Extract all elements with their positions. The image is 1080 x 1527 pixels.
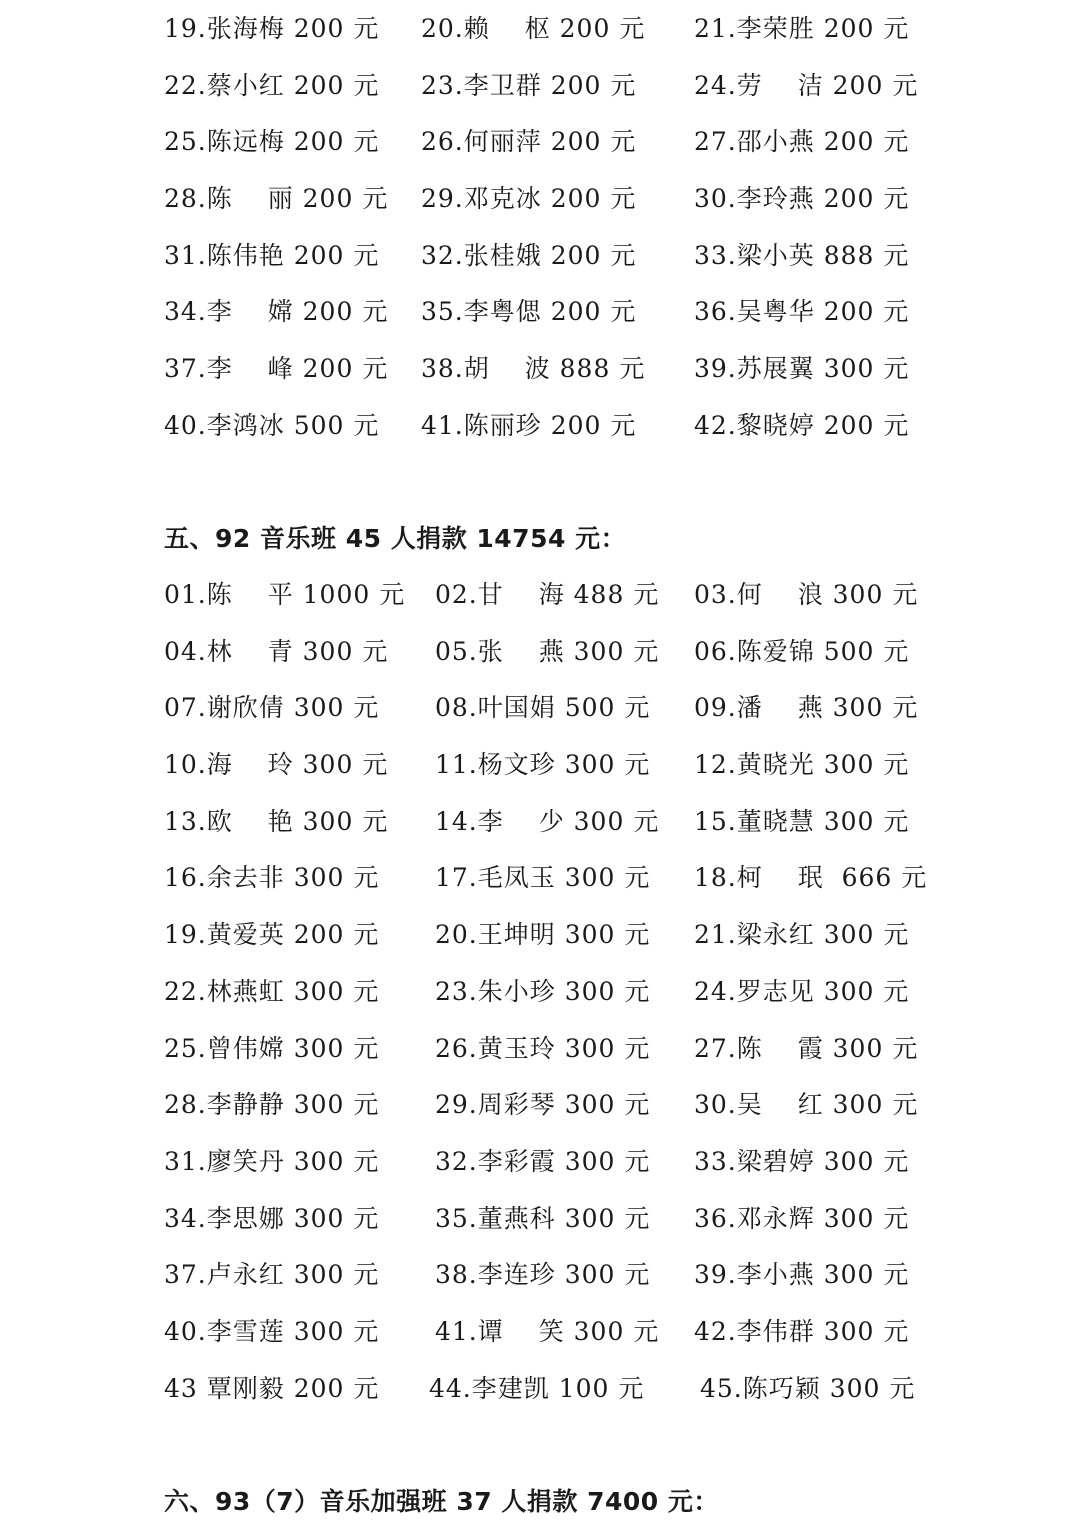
table-row [0,1361,1080,1418]
donor-entry: 20.王坤明 300 元 [435,920,651,950]
donor-entry: 41.陈丽珍 200 元 [421,410,637,440]
donor-entry: 37.卢永红 300 元 [164,1260,380,1290]
section5-heading: 五、92 音乐班 45 人捐款 14754 元： [164,524,627,553]
donor-entry: 39.李小燕 300 元 [694,1260,910,1290]
donor-entry: 05.张 燕 300 元 [435,636,660,666]
donor-entry: 38.胡 波 888 元 [421,354,646,384]
donor-entry: 26.何丽萍 200 元 [421,127,637,157]
table-row [0,1077,1080,1134]
donor-entry: 14.李 少 300 元 [435,806,660,836]
donor-entry: 23.李卫群 200 元 [421,70,637,100]
donor-entry: 12.黄晓光 300 元 [694,750,910,780]
table-row [0,624,1080,681]
donor-entry: 42.黎晓婷 200 元 [694,410,910,440]
donor-entry: 36.吴粤华 200 元 [694,297,910,327]
donor-entry: 29.邓克冰 200 元 [421,184,637,214]
donor-entry: 34.李思娜 300 元 [164,1203,380,1233]
donor-entry: 33.梁碧婷 300 元 [694,1146,910,1176]
donor-entry: 41.谭 笑 300 元 [435,1316,660,1346]
donor-entry: 35.董燕科 300 元 [435,1203,651,1233]
donor-entry: 09.潘 燕 300 元 [694,693,919,723]
table-row [0,680,1080,737]
donor-entry: 07.谢欣倩 300 元 [164,693,380,723]
donor-entry: 06.陈爱锦 500 元 [694,636,910,666]
donor-entry: 21.梁永红 300 元 [694,920,910,950]
table-row [0,1191,1080,1248]
donor-entry: 42.李伟群 300 元 [694,1316,910,1346]
donor-entry: 24.劳 洁 200 元 [694,70,919,100]
donor-entry: 16.余去非 300 元 [164,863,380,893]
table-row [0,1021,1080,1078]
donor-entry: 31.陈伟艳 200 元 [164,240,380,270]
donor-entry: 19.黄爱英 200 元 [164,920,380,950]
section4-donor-grid [0,1,1080,455]
donor-entry: 31.廖笑丹 300 元 [164,1146,380,1176]
section6-heading: 六、93（7）音乐加强班 37 人捐款 7400 元： [164,1487,719,1516]
donor-entry: 30.吴 红 300 元 [694,1090,919,1120]
donor-entry: 32.李彩霞 300 元 [435,1146,651,1176]
donor-entry: 22.林燕虹 300 元 [164,976,380,1006]
table-row [0,737,1080,794]
donor-entry: 24.罗志见 300 元 [694,976,910,1006]
donor-entry: 15.董晓慧 300 元 [694,806,910,836]
table-row [0,341,1080,398]
donor-entry: 27.陈 霞 300 元 [694,1033,919,1063]
donor-entry: 28.李静静 300 元 [164,1090,380,1120]
donor-entry: 23.朱小珍 300 元 [435,976,651,1006]
donor-entry: 27.邵小燕 200 元 [694,127,910,157]
donor-entry: 19.张海梅 200 元 [164,14,380,43]
section5-donor-grid [0,567,1080,1417]
donor-entry: 04.林 青 300 元 [164,636,389,666]
donor-entry: 35.李粤偲 200 元 [421,297,637,327]
donor-entry: 11.杨文珍 300 元 [435,750,651,780]
donor-entry: 20.赖 枢 200 元 [421,14,646,43]
table-row [0,1304,1080,1361]
donor-entry: 02.甘 海 488 元 [435,580,660,609]
donor-entry: 34.李 嫦 200 元 [164,297,389,327]
table-row [0,284,1080,341]
donor-entry: 08.叶国娟 500 元 [435,693,651,723]
donor-entry: 10.海 玲 300 元 [164,750,389,780]
donor-entry: 28.陈 丽 200 元 [164,184,389,214]
table-row [0,58,1080,115]
table-row [0,850,1080,907]
table-row [0,1134,1080,1191]
table-row [0,398,1080,455]
donor-entry: 25.曾伟嫦 300 元 [164,1033,380,1063]
donor-entry: 25.陈远梅 200 元 [164,127,380,157]
donor-entry: 17.毛凤玉 300 元 [435,863,651,893]
donor-entry: 01.陈 平 1000 元 [164,580,406,609]
donor-entry: 40.李雪莲 300 元 [164,1316,380,1346]
donor-entry: 30.李玲燕 200 元 [694,184,910,214]
donor-entry: 22.蔡小红 200 元 [164,70,380,100]
donor-entry: 44.李建凯 100 元 [429,1373,645,1403]
table-row [0,1247,1080,1304]
table-row [0,907,1080,964]
table-row [0,114,1080,171]
table-row [0,171,1080,228]
donor-entry: 36.邓永辉 300 元 [694,1203,910,1233]
donor-entry: 45.陈巧颖 300 元 [700,1373,916,1403]
table-row [0,1,1080,58]
donor-entry: 37.李 峰 200 元 [164,354,389,384]
donor-entry: 29.周彩琴 300 元 [435,1090,651,1120]
donor-entry: 39.苏展翼 300 元 [694,354,910,384]
donor-entry: 26.黄玉玲 300 元 [435,1033,651,1063]
donor-entry: 43 覃刚毅 200 元 [164,1373,380,1403]
donor-entry: 13.欧 艳 300 元 [164,806,389,836]
table-row [0,794,1080,851]
donor-entry: 38.李连珍 300 元 [435,1260,651,1290]
table-row [0,567,1080,624]
table-row [0,228,1080,285]
donor-entry: 03.何 浪 300 元 [694,580,919,609]
donor-entry: 32.张桂娥 200 元 [421,240,637,270]
donor-entry: 21.李荣胜 200 元 [694,14,910,43]
donor-entry: 18.柯 珉 666 元 [694,863,928,893]
table-row [0,964,1080,1021]
donor-entry: 40.李鸿冰 500 元 [164,410,380,440]
donor-entry: 33.梁小英 888 元 [694,240,910,270]
